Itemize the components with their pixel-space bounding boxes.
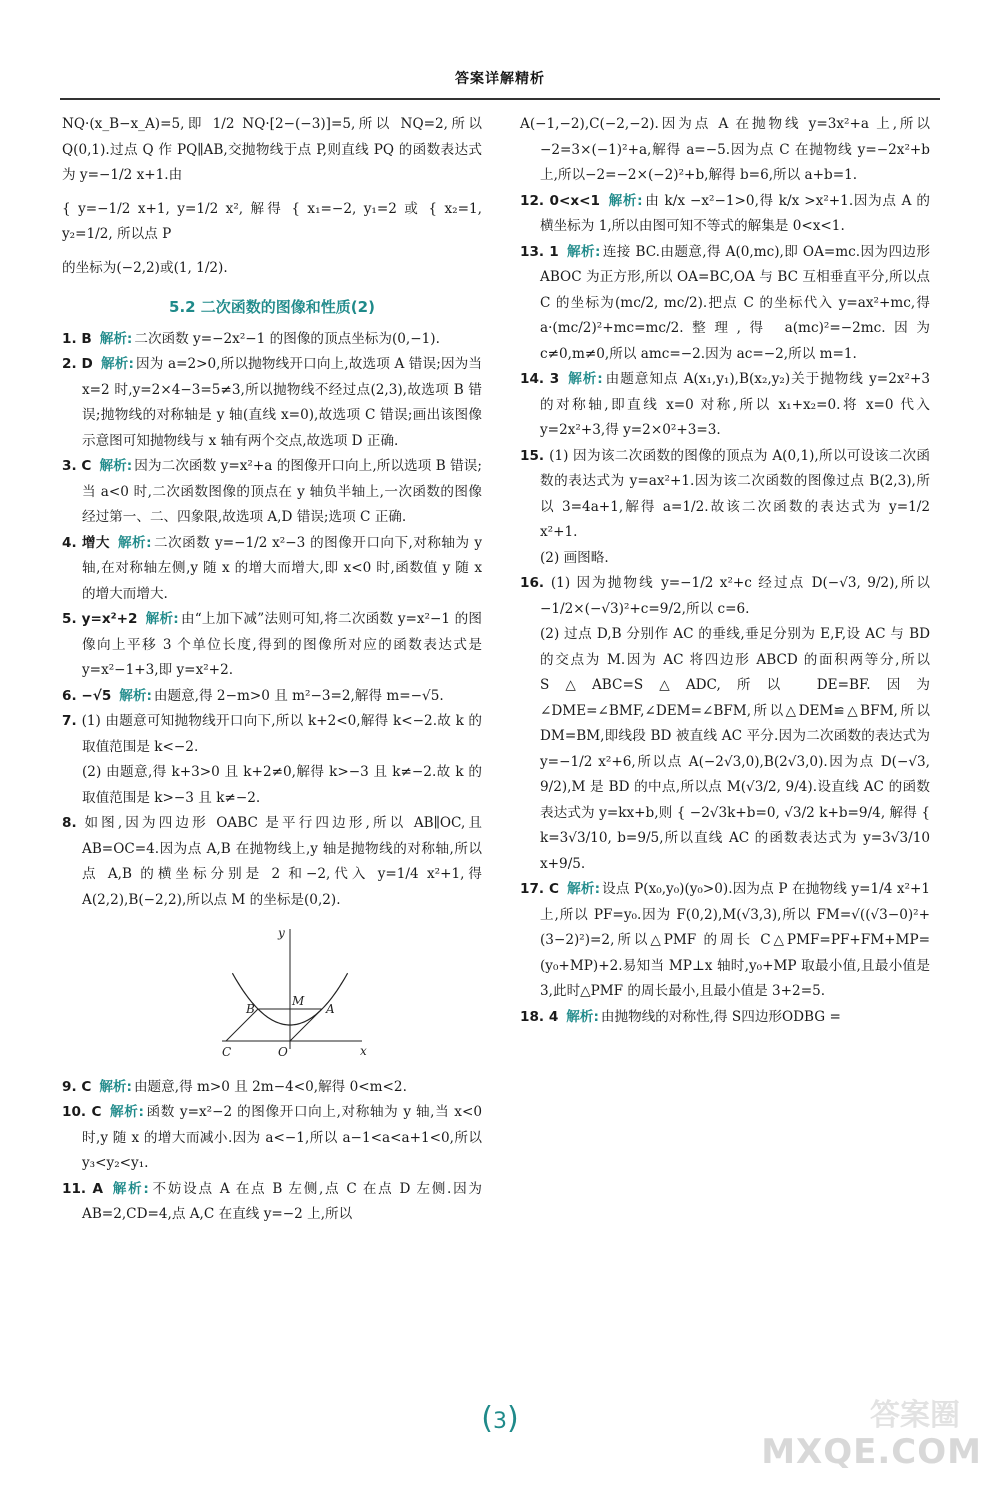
answer-value: y=x²+2 [81,611,138,627]
left-item [62,352,482,454]
page-number-text: 3 [493,1409,507,1434]
analysis-label: 解析: [117,534,152,551]
question-number: 13. [520,243,550,260]
answer-value: A [92,1180,104,1197]
section-title: 5.2 二次函数的图像和性质(2) [169,298,375,316]
point-o-label: O [278,1045,288,1059]
header-rule [60,98,940,100]
question-number: 2. [62,356,82,372]
y-axis-label: y [278,926,285,940]
question-number: 11. [62,1180,93,1197]
right-item [520,546,930,572]
left-item [62,811,482,913]
analysis-label: 解析: [145,611,179,627]
analysis-label: 解析: [99,330,133,347]
question-number: 1. [62,330,82,347]
left-item [62,327,482,353]
answer-value: D [81,356,93,372]
item-text: 由题意,得 2−m>0 且 m²−3=2,解得 m=−√5. [153,687,444,704]
continued-text-1: NQ·(x_B−x_A)=5,即 1/2 NQ·[2−(−3)]=5,所以 NQ=2,所以 Q(0,1).过点 Q 作 PQ∥AB,交抛物线于点 P,则直线 PQ 的函数表达式为 y=−1/2 x+1.由 [62,116,482,183]
item-text: 因为二次函数 y=x²+a 的图像开口向上,所以选项 B 错误;当 a<0 时,二次函数图像的顶点在 y 轴负半轴上,一次函数的图像经过第一、二、四象限,故选项 A,D 错误;选项 C 正确. [82,458,482,525]
continued-text-2: 的坐标为(−2,2)或(1, 1/2). [62,259,228,276]
question-number: 12. [520,192,550,209]
item-text: (1) 因为该二次函数的图像的顶点为 A(0,1),所以可设该二次函数的表达式为 y=ax²+1.因为该二次函数的图像过点 B(2,3),所以 3=4a+1,解得 a=1/2.故该二次函数的表达式为 y=1/2 x²+1. [540,447,930,540]
analysis-label: 解析: [566,243,601,260]
left-item [62,1075,482,1101]
right-bracket-icon: ) [507,1401,519,1436]
analysis-label: 解析: [111,1180,149,1197]
item-text: (2) 由题意,得 k+3>0 且 k+2≠0,解得 k>−3 且 k≠−2.故 k 的取值范围是 k>−3 且 k≠−2. [82,764,482,806]
right-item [520,189,930,240]
analysis-label: 解析: [100,356,134,372]
item-text: A(−1,−2),C(−2,−2).因为点 A 在抛物线 y=3x²+a 上,所以−2=3×(−1)²+a,解得 a=−5.因为点 C 在抛物线 y=−2x²+b 上,所以−2=−2×(−2)²+b,解得 b=6,所以 a+b=1. [520,116,930,183]
analysis-label: 解析: [119,687,152,704]
item-text: 由 k/x −x²−1>0,得 k/x >x²+1.因为点 A 的横坐标为 1,所以由图可知不等式的解集是 0<x<1. [540,192,930,234]
left-bracket-icon: ( [481,1401,493,1436]
question-number: 8. [62,815,85,831]
answer-value: C [91,1104,102,1120]
item-text: (1) 因为抛物线 y=−1/2 x²+c 经过点 D(−√3, 9/2),所以−1/2×(−√3)²+c=9/2,所以 c=6. [540,575,930,617]
left-item [62,1177,482,1228]
right-item [520,1005,930,1031]
item-text: 不妨设点 A 在点 B 左侧,点 C 在点 D 左侧.因为 AB=2,CD=4,点 A,C 在直线 y=−2 上,所以 [82,1180,482,1222]
question-number: 3. [62,458,82,474]
answer-value: 1 [549,243,559,260]
question-number: 6. [62,687,82,704]
right-item [520,240,930,368]
analysis-label: 解析: [566,881,601,897]
right-item [520,367,930,444]
answer-value: 3 [549,371,560,387]
item-text: 二次函数 y=−2x²−1 的图像的顶点坐标为(0,−1). [134,330,440,347]
right-item [520,622,930,877]
item-text: 连接 BC.由题意,得 A(0,mc),即 OA=mc.因为四边形 ABOC 为正方形,所以 OA=BC,OA 与 BC 互相垂直平分,所以点 C 的坐标为(mc/2, mc/2).把点 C 的坐标代入 y=ax²+mc,得 a·(mc/2)²+mc=mc/2.整理,得 a(mc)²=−2mc.因为 c≠0,m≠0,所以 amc=−2.因为 ac=−2,所以 m=1. [540,243,930,362]
answer-value: C [548,881,559,897]
question-number: 7. [62,713,82,729]
item-text: 由题意知点 A(x₁,y₁),B(x₂,y₂)关于抛物线 y=2x²+3 的对称轴,即直线 x=0 对称,所以 x₁+x₂=0.将 x=0 代入 y=2x²+3,得 y=2×0²+3=3. [540,371,930,438]
right-answer-list [520,112,930,1030]
point-m-label: M [292,994,305,1008]
question-number: 5. [62,611,82,627]
watermark-logo: 答案圈 [870,1398,960,1433]
analysis-label: 解析: [99,458,133,474]
point-b-label: B [246,1002,255,1016]
answer-value: 0<x<1 [549,192,600,209]
question-number: 17. [520,881,549,897]
question-number: 10. [62,1104,92,1120]
answer-value: 4 [548,1008,559,1025]
answer-value: C [81,1078,92,1095]
right-item [520,571,930,622]
left-item [62,709,482,760]
question-number: 16. [520,575,551,591]
question-number: 18. [520,1008,549,1025]
item-text: 设点 P(x₀,y₀)(y₀>0).因为点 P 在抛物线 y=1/4 x²+1 上,所以 PF=y₀.因为 F(0,2),M(√3,3),所以 FM=√((√3−0)²+(3−2)²)=2,所以△PMF 的周长 C△PMF=PF+FM+MP=(y₀+MP)+2.易知当 MP⊥x 轴时,y₀+MP 取最小值,且最小值是 3,此时△PMF 的周长最小,且最小值是 3+2=5. [540,881,930,999]
item-text: 因为 a=2>0,所以抛物线开口向上,故选项 A 错误;因为当 x=2 时,y=2×4−3=5≠3,所以抛物线不经过点(2,3),故选项 B 错误;抛物线的对称轴是 y 轴(直线 x=0),故选项 C 错误;画出该图像示意图可知抛物线与 x 轴有两个交点,故选项 D 正确. [82,356,483,449]
item-text: 由抛物线的对称性,得 S四边形ODBG = [600,1008,841,1025]
right-item [520,112,930,189]
item-text: 由题意,得 m>0 且 2m−4<0,解得 0<m<2. [133,1078,407,1095]
question-number: 4. [62,534,82,551]
left-item [62,607,482,684]
left-answer-list [62,327,482,1228]
right-item [520,444,930,546]
left-item [62,531,482,608]
point-a-label: A [326,1002,335,1016]
page-number [468,1402,532,1436]
item-text: (2) 过点 D,B 分别作 AC 的垂线,垂足分别为 E,F,设 AC 与 BD 的交点为 M.因为 AC 将四边形 ABCD 的面积两等分,所以 S△ABC=S△ADC,所以 DE=BF.因为∠DME=∠BMF,∠DEM=∠BFM,所以△DEM≌△BFM,所以 DM=BM,即线段 BD 被直线 AC 平分.因为二次函数的表达式为 y=−1/2 x²+6,所以点 A(−2√3,0),B(2√3,0).因为点 D(−√3, 9/2),M 是 BD 的中点,所以点 M(√3/2, 9/4).设直线 AC 的函数表达式为 y=kx+b,则 { −2√3k+b=0, √3/2 k+b=9/4, 解得 { k=3√3/10, b=9/5,所以直线 AC 的函数表达式为 y=3√3/10 x+9/5. [540,626,930,872]
parabola-figure [212,921,482,1071]
item-text: 二次函数 y=−1/2 x²−3 的图像开口向下,对称轴为 y 轴,在对称轴左侧,y 随 x 的增大而增大,即 x<0 时,函数值 y 随 x 的增大而增大. [82,534,483,602]
item-text: 函数 y=x²−2 的图像开口向上,对称轴为 y 轴,当 x<0 时,y 随 x 的增大而减小.因为 a<−1,所以 a−1<a<a+1<0,所以 y₃<y₂<y₁. [82,1104,482,1171]
left-item [62,684,482,710]
left-item [62,454,482,531]
watermark-url: MXQE.COM [761,1432,982,1472]
answer-value: C [81,458,92,474]
answer-value: B [81,330,92,347]
analysis-label: 解析: [567,371,603,387]
answer-value: 增大 [81,534,110,551]
analysis-label: 解析: [99,1078,132,1095]
point-c-label: C [222,1045,232,1059]
right-column [520,112,930,1030]
left-item [62,1100,482,1177]
left-column [62,112,482,1228]
item-text: 由“上加下减”法则可知,将二次函数 y=x²−1 的图像向上平移 3 个单位长度,得到的图像所对应的函数表达式是 y=x²−1+3,即 y=x²+2. [82,611,483,678]
page-header: 答案详解精析 [455,71,545,87]
item-text: (1) 由题意可知抛物线开口向下,所以 k+2<0,解得 k<−2.故 k 的取值范围是 k<−2. [81,713,483,755]
continued-system: { y=−1/2 x+1, y=1/2 x², 解得 { x₁=−2, y₁=2 或 { x₂=1, y₂=1/2, 所以点 P [62,200,482,242]
analysis-label: 解析: [109,1104,144,1120]
item-text: (2) 画图略. [540,549,609,566]
parabola-svg [212,921,372,1061]
analysis-label: 解析: [607,192,643,209]
question-number: 14. [520,371,550,387]
right-item [520,877,930,1005]
question-number: 15. [520,447,550,464]
left-item [62,760,482,811]
analysis-label: 解析: [566,1008,599,1025]
answer-value: −√5 [81,687,112,704]
x-axis-label: x [360,1044,367,1058]
question-number: 9. [62,1078,82,1095]
item-text: 如图,因为四边形 OABC 是平行四边形,所以 AB∥OC,且 AB=OC=4.因为点 A,B 在抛物线上,y 轴是抛物线的对称轴,所以点 A,B 的横坐标分别是 2 和−2,代入 y=1/4 x²+1,得 A(2,2),B(−2,2),所以点 M 的坐标是(0,2). [82,815,482,908]
